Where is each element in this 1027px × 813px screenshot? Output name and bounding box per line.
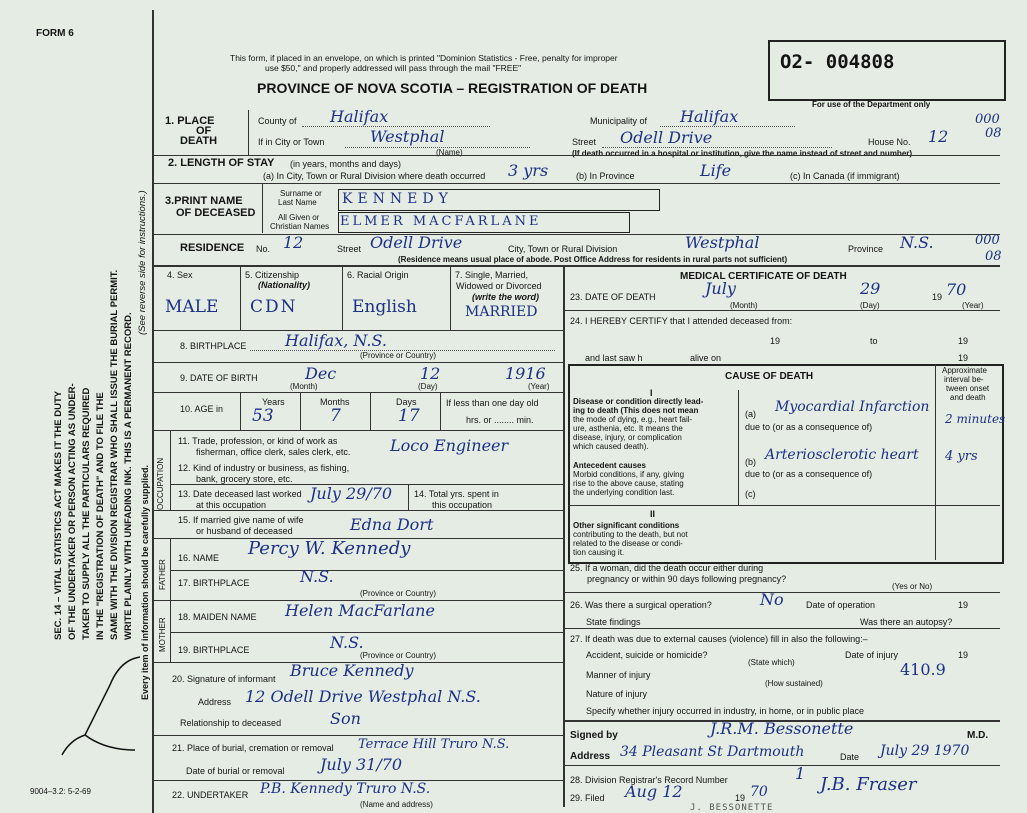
manner-label: Manner of injury [586, 670, 651, 680]
stamp-name: J. BESSONETTE [690, 803, 774, 813]
place-death-label: DEATH [180, 135, 218, 147]
antecedent-3: rise to the above cause, stating [573, 479, 684, 488]
sex-label: 4. Sex [167, 270, 193, 280]
col-div-2 [342, 265, 343, 330]
stay-province-label: (b) In Province [576, 171, 635, 181]
surname-label: Surname or [280, 189, 322, 198]
certify-label: 24. I HEREBY CERTIFY that I attended deceased from: [570, 316, 793, 326]
city-label: If in City or Town [258, 137, 325, 147]
other-3: related to the disease or condi- [573, 539, 683, 548]
date-death-label: 23. DATE OF DEATH [570, 292, 656, 302]
address-label: Address [198, 697, 232, 707]
injury-code-value: 410.9 [900, 660, 946, 679]
stay-city-label: (a) In City, Town or Rural Division where death occurred [263, 171, 486, 181]
res-city-value: Westphal [685, 233, 760, 252]
dob-day-sub: (Day) [418, 382, 438, 391]
cause-c-label: (c) [745, 489, 756, 499]
months-label: Months [320, 397, 350, 407]
center-divider [563, 265, 565, 807]
street-line [602, 147, 832, 148]
side-instruction-7: (See reverse side for instructions.) [137, 190, 148, 335]
filed-date-value: Aug 12 [625, 782, 683, 801]
mother-col [170, 600, 171, 662]
signed-value: J.R.M. Bessonette [710, 719, 854, 738]
due-to-b: due to (or as a consequence of) [745, 469, 873, 479]
last-worked-label-1: 13. Date deceased last worked [178, 489, 302, 499]
wife-label-1: 15. If married give name of wife [178, 515, 304, 525]
form-number: FORM 6 [36, 28, 74, 39]
interval-col [935, 364, 936, 560]
side-instruction-6: WRITE PLAINLY WITH UNFADING INK. THIS IS A PERMANENT RECORD. [123, 312, 134, 640]
mother-birth-label: 19. BIRTHPLACE [178, 645, 250, 655]
father-label: FATHER [158, 559, 167, 590]
print-name-label: 3.PRINT NAME [165, 195, 243, 207]
dob-year-value: 1916 [505, 364, 546, 383]
mother-birth-sub: (Province or Country) [360, 651, 437, 660]
res-no-label: No. [256, 244, 271, 254]
trade-value: Loco Engineer [390, 436, 509, 455]
every-item-note: Every item of information should be carefully supplied. [140, 464, 150, 700]
death-day-value: 29 [860, 279, 881, 298]
col-div-1 [240, 265, 241, 330]
filed-label: 29. Filed [570, 793, 605, 803]
cause-col [738, 390, 739, 505]
side-instruction-5: SAME WITH THE DIVISION REGISTRAR WHO SHALL ISSUE THE BURIAL PERMIT. [109, 269, 120, 640]
birthplace-sub: (Province or Country) [360, 351, 437, 360]
other-2: contributing to the death, but not [573, 530, 688, 539]
age-days-value: 17 [398, 406, 420, 426]
injury-19: 19 [958, 650, 969, 660]
marital-label-3: (write the word) [472, 292, 539, 302]
med-divider-5 [563, 765, 1000, 766]
length-stay-sub: (in years, months and days) [290, 159, 402, 169]
given-value: ELMER MACFARLANE [340, 214, 542, 229]
certify-to: to [870, 336, 878, 346]
res-code-1: 000 [975, 233, 1000, 248]
christian-label: Christian Names [270, 222, 330, 231]
accident-label: Accident, suicide or homicide? [586, 650, 708, 660]
divider-12 [170, 570, 563, 571]
approx-4: and death [950, 393, 986, 402]
days-label: Days [396, 397, 417, 407]
place-divider [248, 110, 249, 155]
father-birth-sub: (Province or Country) [360, 589, 437, 598]
side-instruction-3: TAKER TO SUPPLY ALL THE PARTICULARS REQUIRED [81, 387, 92, 640]
age-years-value: 53 [252, 406, 274, 426]
res-province-value: N.S. [900, 233, 934, 252]
antecedent-4: the underlying condition last. [573, 488, 675, 497]
hrs-min-label: hrs. or ........ min. [466, 415, 534, 425]
stay-province-value: Life [700, 161, 732, 180]
undertaker-sub: (Name and address) [360, 800, 433, 809]
dob-month-value: Dec [305, 364, 337, 383]
cause-divider [568, 505, 1000, 506]
specify-label: Specify whether injury occurred in industry, in home, or in public place [586, 706, 864, 716]
filed-year-value: 70 [750, 784, 768, 800]
birthplace-value: Halifax, N.S. [285, 331, 387, 350]
side-instruction-4: IN THE "REGISTRATION OF DEATH" AND TO FILE THE [95, 392, 106, 640]
other-1: Other significant conditions [573, 521, 680, 530]
alive-on-label: alive on [690, 353, 722, 363]
alive-19: 19 [958, 353, 969, 363]
stay-canada-label: (c) In Canada (if immigrant) [790, 171, 900, 181]
medical-title: MEDICAL CERTIFICATE OF DEATH [680, 271, 847, 282]
name-divider [262, 183, 263, 233]
mother-maiden-label: 18. MAIDEN NAME [178, 612, 257, 622]
divider-7 [152, 392, 563, 393]
side-instruction-1: SEC. 14 – VITAL STATISTICS ACT MAKES IT THE DUTY [53, 390, 64, 640]
divider-10 [152, 510, 563, 511]
op-19: 19 [958, 600, 969, 610]
filed-19: 19 [735, 793, 746, 803]
sign-date-label: Date [840, 752, 860, 762]
place-label: 1. PLACE [165, 115, 215, 127]
surgery-value: No [760, 590, 784, 609]
state-findings-label: State findings [586, 617, 641, 627]
death-year-sub: (Year) [962, 301, 984, 310]
autopsy-label: Was there an autopsy? [860, 617, 953, 627]
sex-value: MALE [165, 297, 219, 317]
age-col-1 [240, 392, 241, 430]
dob-label: 9. DATE OF BIRTH [180, 373, 258, 383]
surgical-label: 26. Was there a surgical operation? [570, 600, 712, 610]
industry-label-1: 12. Kind of industry or business, as fishing, [178, 463, 350, 473]
county-label: County of [258, 116, 297, 126]
cause-b-label: (b) [745, 457, 756, 467]
woman-label-1: 25. If a woman, did the death occur either during [570, 563, 764, 573]
burial-place-value: Terrace Hill Truro N.S. [358, 737, 510, 752]
municipality-line [660, 126, 795, 127]
res-street-label: Street [337, 244, 362, 254]
approx-2: interval be- [944, 375, 984, 384]
burial-label-1: 21. Place of burial, cremation or removal [172, 743, 334, 753]
nationality-label: (Nationality) [258, 280, 311, 290]
stay-city-value: 3 yrs [508, 161, 549, 180]
citizenship-label: 5. Citizenship [245, 270, 300, 280]
burial-date-value: July 31/70 [320, 755, 403, 774]
disease-3: the mode of dying, e.g., heart fail- [573, 415, 693, 424]
last-saw-label: and last saw h [585, 353, 643, 363]
county-value: Halifax [330, 107, 389, 126]
interval-a-value: 2 minutes [945, 412, 1006, 426]
trade-label-2: fisherman, office clerk, sales clerk, etc. [196, 447, 351, 457]
dob-year-sub: (Year) [528, 382, 550, 391]
mother-birth-value: N.S. [330, 633, 364, 652]
length-stay-label: 2. LENGTH OF STAY [168, 157, 275, 169]
divider-8 [152, 430, 563, 431]
due-to-a: due to (or as a consequence of) [745, 422, 873, 432]
certify-19-a: 19 [770, 336, 781, 346]
racial-label: 6. Racial Origin [347, 270, 409, 280]
certify-19-b: 19 [958, 336, 969, 346]
occupation-label: OCCUPATION [156, 457, 165, 510]
divider-1 [152, 155, 1000, 156]
dob-month-sub: (Month) [290, 382, 318, 391]
occupation-col [170, 430, 171, 510]
father-name-label: 16. NAME [178, 553, 220, 563]
spouse-value: Edna Dort [350, 515, 434, 534]
date-injury-label: Date of injury [845, 650, 899, 660]
disease-6: which caused death). [573, 442, 649, 451]
approx-1: Approximate [942, 366, 987, 375]
form-title: PROVINCE OF NOVA SCOTIA – REGISTRATION OF DEATH [257, 80, 648, 96]
house-label: House No. [868, 137, 911, 147]
marital-label-1: 7. Single, Married, [455, 270, 529, 280]
med-divider-1 [563, 310, 1000, 311]
disease-2: ing to death (This does not mean [573, 406, 699, 415]
relationship-value: Son [330, 709, 361, 728]
other-4: tion causing it. [573, 548, 625, 557]
father-birth-value: N.S. [300, 567, 334, 586]
col-div-3 [450, 265, 451, 330]
side-instruction-2: OF THE UNDERTAKER OR PERSON ACTING AS UNDER- [67, 383, 78, 640]
res-province-label: Province [848, 244, 884, 254]
sign-address-label: Address [570, 751, 611, 762]
burial-label-2: Date of burial or removal [186, 766, 285, 776]
informant-address-value: 12 Odell Drive Westphal N.S. [245, 687, 481, 706]
all-given-label: All Given or [278, 213, 320, 222]
roman-1: I [650, 388, 653, 398]
trade-label-1: 11. Trade, profession, or kind of work as [178, 436, 338, 446]
age-col-4 [440, 392, 441, 430]
divider-2 [152, 183, 1000, 184]
total-yrs-label-2: this occupation [432, 500, 493, 510]
marital-label-2: Widowed or Divorced [456, 281, 542, 291]
dob-day-value: 12 [420, 364, 441, 383]
divider-6 [152, 362, 563, 363]
racial-value: English [352, 297, 417, 317]
divider-4 [152, 265, 1000, 267]
envelope-note-2: use $50," and properly addressed will pass through the mail "FREE" [265, 63, 522, 73]
last-name-label: Last Name [278, 198, 317, 207]
wife-label-2: or husband of deceased [196, 526, 293, 536]
approx-3: tween onset [946, 384, 990, 393]
date-op-label: Date of operation [806, 600, 876, 610]
woman-label-2: pregnancy or within 90 days following pregnancy? [587, 574, 787, 584]
disease-1: Disease or condition directly lead- [573, 397, 704, 406]
street-value: Odell Drive [620, 128, 713, 147]
antecedent-1: Antecedent causes [573, 461, 646, 470]
marital-value: MARRIED [465, 304, 538, 320]
total-yrs-label-1: 14. Total yrs. spent in [414, 489, 499, 499]
death-yr19: 19 [932, 292, 943, 302]
municipality-value: Halifax [680, 107, 739, 126]
total-col [408, 484, 409, 510]
antecedent-2: Morbid conditions, if any, giving [573, 470, 685, 479]
undertaker-label: 22. UNDERTAKER [172, 790, 249, 800]
disease-4: ure, asthenia, etc. It means the [573, 424, 683, 433]
envelope-note-1: This form, if placed in an envelope, on which is printed "Dominion Statistics - Free, penalty for improper [230, 53, 618, 63]
hospital-note: (If death occurred in a hospital or institution, give the name instead of street and number) [572, 149, 913, 158]
signed-by-label: Signed by [570, 730, 618, 741]
residence-label: RESIDENCE [180, 242, 245, 254]
state-which-sub: (State which) [748, 658, 795, 667]
res-street-value: Odell Drive [370, 233, 463, 252]
yes-no-sub: (Yes or No) [892, 582, 933, 591]
last-worked-label-2: at this occupation [196, 500, 267, 510]
mother-label: MOTHER [158, 617, 167, 652]
surname-value: KENNEDY [342, 191, 453, 207]
roman-2: II [650, 509, 656, 519]
of-deceased-label: OF DECEASED [176, 207, 256, 219]
city-value: Westphal [370, 127, 445, 146]
death-day-sub: (Day) [860, 301, 880, 310]
informant-value: Bruce Kennedy [290, 661, 414, 680]
external-label: 27. If death was due to external causes (violence) fill in also the following:– [570, 634, 868, 644]
cause-title: CAUSE OF DEATH [725, 371, 814, 382]
death-month-sub: (Month) [730, 301, 758, 310]
res-code-2: 08 [985, 249, 1002, 264]
father-col [170, 538, 171, 600]
divider-3 [152, 234, 1000, 235]
birthplace-label: 8. BIRTHPLACE [180, 341, 247, 351]
dept-code-1: 000 [975, 112, 1000, 127]
last-worked-value: July 29/70 [310, 484, 393, 503]
registrar-no-label: 28. Division Registrar's Record Number [570, 775, 728, 785]
dept-code-2: 08 [985, 126, 1002, 141]
house-value: 12 [928, 127, 949, 146]
father-birth-label: 17. BIRTHPLACE [178, 578, 250, 588]
age-label: 10. AGE in [180, 404, 224, 414]
med-divider-3 [563, 628, 1000, 629]
sign-date-value: July 29 1970 [880, 743, 970, 759]
place-of-label: OF [196, 125, 212, 137]
cause-a-value: Myocardial Infarction [775, 399, 930, 415]
less-day-label: If less than one day old [446, 398, 539, 408]
municipality-label: Municipality of [590, 116, 648, 126]
residence-note: (Residence means usual place of abode. Post Office Address for residents in rural parts not sufficient) [398, 255, 788, 264]
city-name-sub: (Name) [436, 148, 463, 157]
md-label: M.D. [967, 730, 989, 741]
father-value: Percy W. Kennedy [248, 538, 411, 559]
how-sustained-sub: (How sustained) [765, 679, 823, 688]
doc-number: O2- 004808 [780, 51, 895, 73]
left-border [152, 10, 154, 813]
industry-label-2: bank, grocery store, etc. [196, 474, 293, 484]
res-city-label: City, Town or Rural Division [508, 244, 618, 254]
cause-a-label: (a) [745, 409, 756, 419]
divider-14 [170, 632, 563, 633]
dept-use-label: For use of the Department only [812, 100, 931, 109]
sign-address-value: 34 Pleasant St Dartmouth [620, 744, 805, 760]
undertaker-value: P.B. Kennedy Truro N.S. [260, 781, 431, 797]
years-label: Years [262, 397, 285, 407]
citizenship-value: CDN [250, 297, 298, 317]
death-month-value: July [705, 279, 736, 298]
reg-number-value: 1 [795, 764, 806, 783]
mother-maiden-value: Helen MacFarlane [285, 601, 435, 620]
nature-label: Nature of injury [586, 689, 648, 699]
age-col-3 [370, 392, 371, 430]
cause-b-value: Arteriosclerotic heart [765, 447, 919, 463]
age-months-value: 7 [330, 406, 341, 426]
interval-b-value: 4 yrs [945, 449, 978, 464]
street-label: Street [572, 137, 597, 147]
death-year-value: 70 [946, 280, 967, 299]
res-no-value: 12 [283, 233, 304, 252]
age-col-2 [300, 392, 301, 430]
informant-label: 20. Signature of informant [172, 674, 276, 684]
disease-5: disease, injury, or complication [573, 433, 682, 442]
relationship-label: Relationship to deceased [180, 718, 282, 728]
checkmark-scribble [50, 655, 150, 765]
registrar-sig-value: J.B. Fraser [820, 774, 917, 795]
form-code: 9004–3.2: 5-2-69 [30, 787, 91, 796]
